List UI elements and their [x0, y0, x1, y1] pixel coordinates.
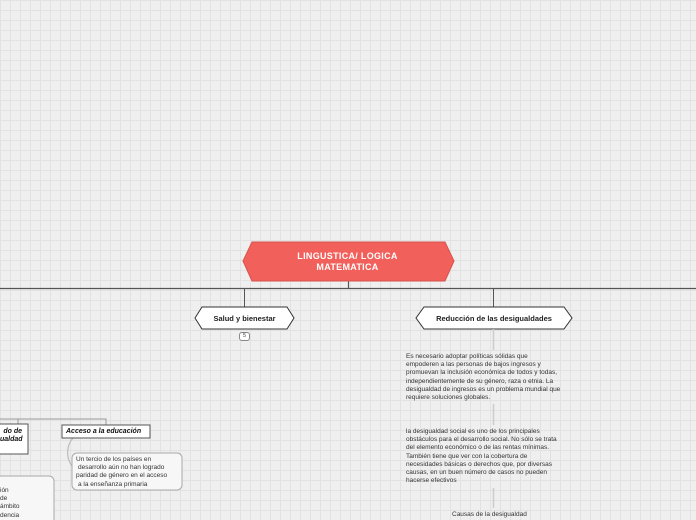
left-cut-box-line: ualdad: [0, 436, 23, 443]
reduccion-note-1-line: requiere soluciones globales.: [406, 394, 491, 402]
reduccion-note-3[interactable]: Causas de la desigualdad: [452, 511, 527, 518]
central-topic-line-2: MATEMATICA: [316, 262, 379, 272]
reduccion-note-1[interactable]: [406, 353, 560, 402]
acceso-note-line: paridad de género en el acceso: [76, 472, 168, 480]
reduccion-note-1-line: desigualdad de ingresos es un problema mundial que: [406, 385, 561, 393]
left-cut-note-line: ión: [0, 487, 9, 494]
acceso-node-label: Acceso a la educación: [66, 428, 142, 435]
reduccion-note-1-line: empoderen a las personas de bajos ingresos y: [406, 361, 541, 369]
salud-node-label: Salud y bienestar: [213, 314, 276, 323]
acceso-note: [76, 456, 167, 489]
reduccion-note-2-line: causas, en un buen número de casos no pueden: [406, 469, 547, 477]
reduccion-note-2[interactable]: [406, 428, 557, 485]
central-topic-line-1: LINGUSTICA/ LOGICA: [297, 251, 398, 261]
acceso-note-line: a la enseñanza primaria: [78, 480, 148, 488]
reduccion-note-2-line: del elemento económico o de las rentas mínimas.: [406, 444, 550, 452]
acceso-note-line: desarrollo aún no han logrado: [78, 464, 165, 472]
left-cut-box-label: [0, 428, 22, 444]
salud-count-badge[interactable]: 5: [239, 332, 250, 341]
left-cut-box-line: do de: [3, 428, 22, 435]
reduccion-note-2-line: obstáculos para el desarrollo social. No sólo se trata: [406, 436, 557, 444]
reduccion-note-2-line: la desigualdad social es uno de los principales: [406, 428, 540, 435]
left-cut-note: [0, 487, 20, 520]
acceso-note-line: Un tercio de los países en: [76, 456, 152, 463]
reduccion-node-label: Reducción de las desigualdades: [436, 314, 552, 323]
left-cut-note-line: dencia: [0, 511, 20, 519]
reduccion-note-2-line: necesidades básicas o derechos que, por diversas: [406, 460, 552, 468]
reduccion-note-2-line: hacerse efectivos: [406, 477, 457, 485]
reduccion-note-1-line: independientemente de su género, raza o etnia. La: [406, 377, 554, 385]
reduccion-note-1-line: Es necesario adoptar políticas sólidas que: [406, 353, 528, 360]
reduccion-note-1-line: promuevan la inclusión económica de todos y todas,: [406, 369, 558, 377]
central-topic-label: [270, 251, 425, 273]
left-cut-note-line: ámbito: [0, 503, 20, 511]
reduccion-note-2-line: También tiene que ver con la cobertura de: [406, 452, 528, 460]
left-cut-note-line: de: [0, 495, 8, 503]
